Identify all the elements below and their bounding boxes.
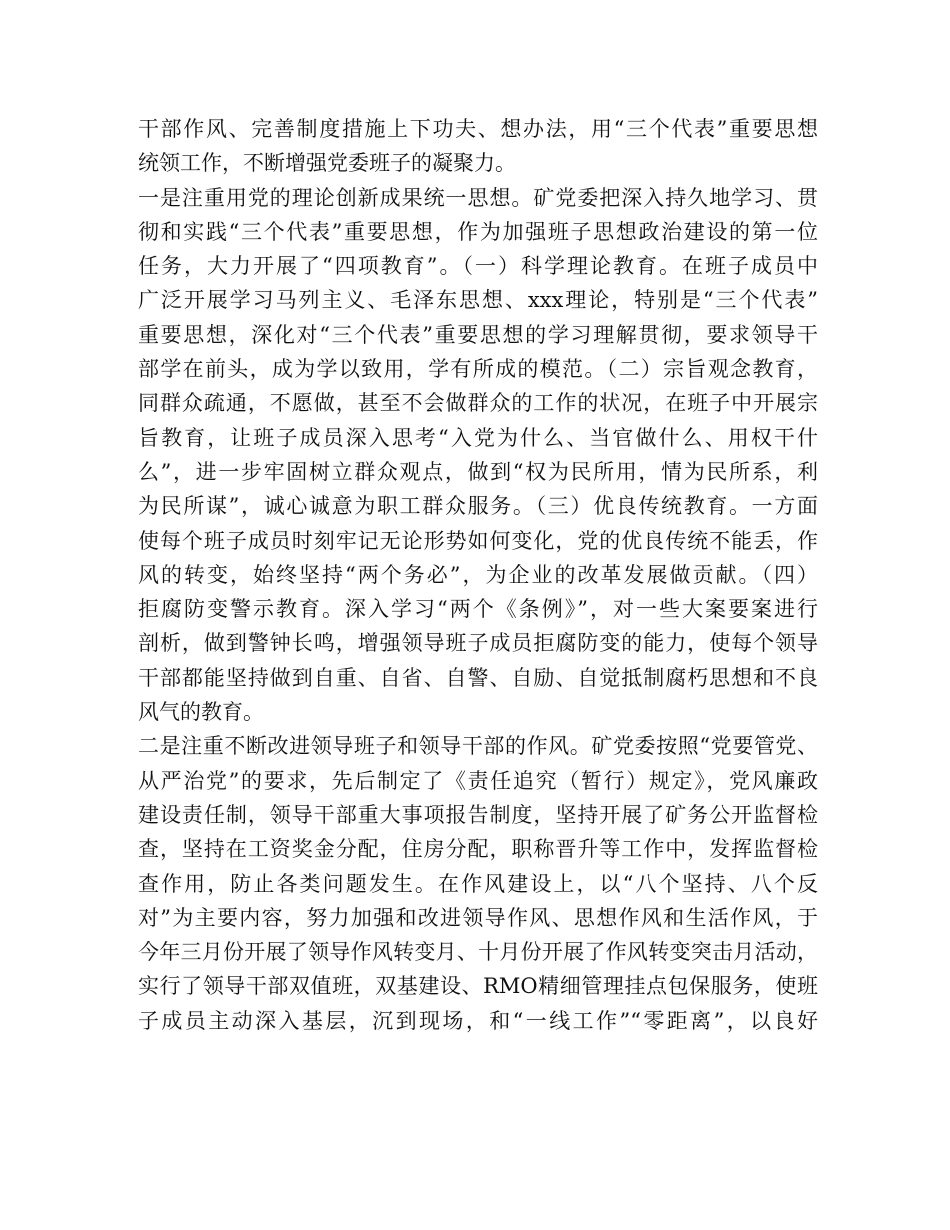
- text-line: 子成员主动深入基层，沉到现场，和“一线工作”“零距离”，以良好: [138, 1008, 818, 1033]
- text-line: 统领工作，不断增强党委班子的凝聚力。: [138, 151, 516, 176]
- text-line: 部学在前头，成为学以致用，学有所成的模范。（二）宗旨观念教育，: [138, 357, 818, 382]
- text-line: 风气的教育。: [138, 700, 264, 725]
- text-line: 建设责任制，领导干部重大事项报告制度，坚持开展了矿务公开监督检: [138, 802, 818, 827]
- text-line: 重要思想，深化对“三个代表”重要思想的学习理解贯彻，要求领导干: [138, 322, 818, 347]
- document-body: [138, 112, 818, 1038]
- text-line: 么”，进一步牢固树立群众观点，做到“权为民所用，情为民所系，利: [138, 459, 818, 484]
- text-line: 干部都能坚持做到自重、自省、自警、自励、自觉抵制腐朽思想和不良: [138, 665, 818, 690]
- text-line: 二是注重不断改进领导班子和领导干部的作风。矿党委按照“党要管党、: [138, 734, 818, 759]
- text-line: 任务，大力开展了“四项教育”。（一）科学理论教育。在班子成员中: [138, 254, 818, 279]
- text-line: 使每个班子成员时刻牢记无论形势如何变化，党的优良传统不能丢，作: [138, 528, 818, 553]
- text-line: 彻和实践“三个代表”重要思想，作为加强班子思想政治建设的第一位: [138, 219, 818, 244]
- text-line: 干部作风、完善制度措施上下功夫、想办法，用“三个代表”重要思想: [138, 117, 818, 141]
- text-line: 查，坚持在工资奖金分配，住房分配，职称晋升等工作中，发挥监督检: [138, 837, 818, 862]
- text-line: 实行了领导干部双值班，双基建设、RMO精细管理挂点包保服务，使班: [138, 974, 818, 999]
- text-line: 今年三月份开展了领导作风转变月、十月份开展了作风转变突击月活动，: [138, 940, 818, 965]
- text-line: 同群众疏通，不愿做，甚至不会做群众的工作的状况，在班子中开展宗: [138, 391, 818, 416]
- text-line: 从严治党”的要求，先后制定了《责任追究（暂行）规定》，党风廉政: [138, 768, 818, 793]
- text-line: 广泛开展学习马列主义、毛泽东思想、xxx理论，特别是“三个代表”: [138, 288, 818, 313]
- text-line: 对”为主要内容，努力加强和改进领导作风、思想作风和生活作风，于: [138, 905, 818, 930]
- text-line: 查作用，防止各类问题发生。在作风建设上，以“八个坚持、八个反: [138, 871, 818, 896]
- text-line: 一是注重用党的理论创新成果统一思想。矿党委把深入持久地学习、贯: [138, 185, 818, 210]
- text-line: 为民所谋”，诚心诚意为职工群众服务。（三）优良传统教育。一方面: [138, 494, 818, 519]
- text-line: 剖析，做到警钟长鸣，增强领导班子成员拒腐防变的能力，使每个领导: [138, 631, 818, 656]
- text-line: 旨教育，让班子成员深入思考“入党为什么、当官做什么、用权干什: [138, 425, 818, 450]
- text-line: 拒腐防变警示教育。深入学习“两个《条例》”，对一些大案要案进行: [138, 597, 818, 622]
- text-line: 风的转变，始终坚持“两个务必”，为企业的改革发展做贡献。（四）: [138, 562, 818, 587]
